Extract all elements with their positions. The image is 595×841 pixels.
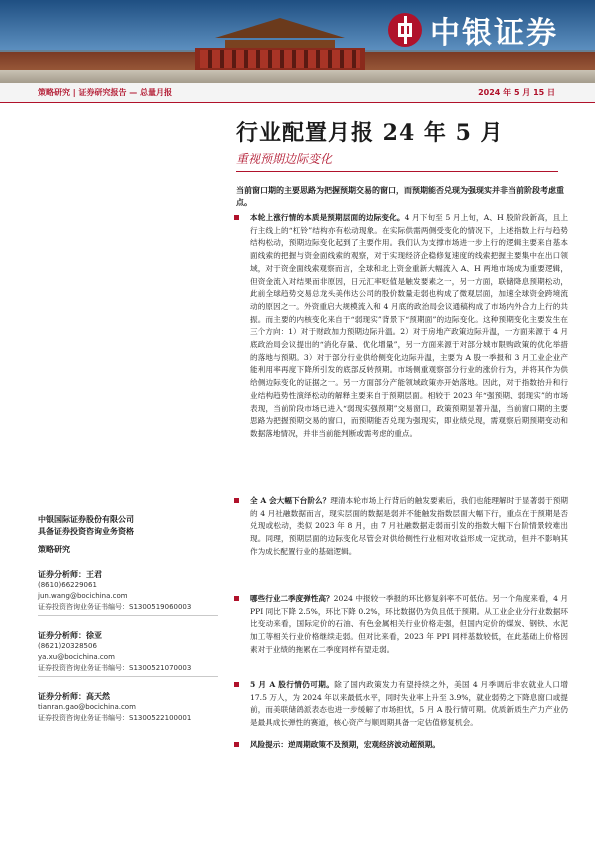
- bullet-paragraph: [232, 679, 568, 733]
- analyst-license: 证券投资咨询业务证书编号：S1300522100001: [38, 714, 192, 722]
- analyst-license: 证券投资咨询业务证书编号：S1300521070003: [38, 664, 192, 672]
- report-date: 2024 年 5 月 15 日: [478, 88, 555, 97]
- analyst-license: 证券投资咨询业务证书编号：S1300519060003: [38, 603, 192, 611]
- bullet-lead: 哪些行业二季度弹性高？: [250, 594, 334, 603]
- bullet-square-icon: [234, 215, 239, 220]
- bullet-lead: 5 月 A 股行情仍可期。: [250, 680, 335, 689]
- analyst-name: 证券分析师：高天然: [38, 692, 110, 701]
- analyst-card: [38, 630, 223, 677]
- brand-name: 中银证券: [430, 16, 558, 51]
- department: 策略研究: [38, 545, 70, 554]
- bullet-text: 4 月下旬至 5 月上旬，A、H 股阶段新高，且上行主线上的“杠铃”结构亦有松动现象。在实际供需两侧受变化的情况下，上述指数上行与趋势结构松动，预期边际变化起到了主要作用。我们认为支撑市场进一步上行的逻辑主要来自基本面线索的把握与资金面线索的观察，对于实现经济企稳修复速度的线索把握主要集中在出口领域，对于资金面线索观察而言，全球和北上资金重新大幅流入 A、H 两地市场成为重要逻辑，但资金流入对结果而非原因，日元汇率贬值是触发要素之一，另一方面，联储降息预期松动，此前全球趋势交易总龙头美伟达公司的股价数量走弱也构成了微观层面，加速全球资金跨境流动的原因之一。外资重启大规模流入和 4 月底的政治局会议通稿构成了市场内外合力上行的共振。而主要的内核变化来自于“弱现实”背景下“预期面”的边际变化。这种预期变化主要发生在三个方向：1）对于财政加力预期边际升温。2）对于房地产政策边际升温，一方面来源于 4 月底政治局会议提出的“消化存量、优化增量”，另一方面来源于对部分城市限购政策的优化举措的落地与预期。3）对于部分行业供给侧变化边际升温，主要为 A 股一季报和 3 月工业企业产能利用率再度下降所引发的底部反转预期。市场侧重观察部分行业的涨价行为，并将其作为供给侧边际变化的证据之一。另一方面部分产能领域政策亦开始落地。因此，对于指数抬升和行业结构趋势性演绎松动的解释主要来自于预期层面。相较于 2023 年“强预期、弱现实”的市场表现，当前阶段市场已进入“弱现实强预期”交易窗口，政策预期显著升温，当前窗口期的主要思路为把握预期交易的窗口，而预期能否兑现为强现实，即业绩兑现，需观察后期预期变动和数据落地情况，并非当前能判断或需考虑的重点。: [250, 213, 568, 438]
- bullet-paragraph: [232, 212, 568, 488]
- org-name: 中银国际证券股份有限公司 具备证券投资咨询业务资格: [38, 515, 134, 536]
- bullet-square-icon: [234, 742, 239, 747]
- analyst-name: 证券分析师：徐亚: [38, 631, 102, 640]
- bullet-paragraph: [232, 495, 568, 587]
- banner-wall-left: [0, 52, 195, 72]
- bullet-square-icon: [234, 682, 239, 687]
- banner-palace-roof: [215, 18, 345, 38]
- sidebar: [38, 514, 223, 724]
- report-body: [232, 212, 568, 752]
- analyst-card: [38, 569, 223, 616]
- bullet-lead: 风险提示：逆周期政策不及预期，宏观经济波动超预期。: [250, 740, 440, 749]
- summary-text: 当前窗口期的主要思路为把握预期交易的窗口，而预期能否兑现为强现实并非当前阶段考虑重点。: [236, 185, 564, 207]
- analyst-email[interactable]: jun.wang@bocichina.com: [38, 592, 128, 600]
- analyst-divider: [38, 615, 218, 616]
- report-info-bar: [0, 83, 595, 103]
- banner-ground: [0, 70, 595, 83]
- analyst-divider: [38, 676, 218, 677]
- page-title: 行业配置月报 24 年 5 月: [236, 120, 504, 146]
- analyst-name: 证券分析师：王君: [38, 570, 102, 579]
- bullet-text: 除了国内政策发力有望持续之外，美国 4 月季调后非农就业人口增 17.5 万人，为 2024 年以来最低水平，同时失业率上升至 3.9%，就业弱势之下降息窗口或提前，而美联储鸽派表态也进一步缓解了市场担忧，5 月 A 股行情可期。优质新质生产力产业仍是最具成长弹性的赛道，核心资产与顺周期具备一定估值修复机会。: [250, 680, 568, 728]
- bullet-square-icon: [234, 596, 239, 601]
- analyst-phone: (8621)20328506: [38, 642, 97, 650]
- boc-logo-icon: [388, 13, 422, 47]
- analyst-email[interactable]: tianran.gao@bocichina.com: [38, 703, 136, 711]
- bullet-text: 2024 中报较一季报的环比修复斜率不可低估。另一个角度来看，4 月 PPI 同比下降 2.5%，环比下降 0.2%，环比数据仍为负且低于预期。从工业企业分行业数据环比变动来看，国际定价的石油、有色金属相关行业价格走强，但国内定价的煤炭、钢铁、水泥加工等相关行业价格继续走弱。但对比来看，2023 年 PPI 同样基数较低，在此基础上价格因素对于业绩的拖累在二季度同样有望走弱。: [250, 594, 569, 654]
- banner-palace-columns: [200, 50, 360, 68]
- analyst-email[interactable]: ya.xu@bocichina.com: [38, 653, 115, 661]
- title-divider: [236, 171, 558, 172]
- bullet-square-icon: [234, 498, 239, 503]
- bullet-paragraph: [232, 593, 568, 673]
- bullet-lead: 本轮上涨行情的本质是预期层面的边际变化。: [250, 213, 405, 222]
- report-category: 策略研究 | 证券研究报告 — 总量月报: [38, 88, 173, 97]
- analyst-card: [38, 691, 223, 724]
- banner-palace-eave: [225, 40, 335, 48]
- bullet-lead: 全 A 会大幅下台阶么？: [250, 496, 331, 505]
- brand-logo: [388, 8, 558, 52]
- header-banner: [0, 0, 595, 83]
- analyst-phone: (8610)66229061: [38, 581, 97, 589]
- risk-warning: [232, 739, 568, 752]
- banner-wall-right: [365, 52, 595, 72]
- page-subtitle: 重视预期边际变化: [236, 152, 333, 166]
- bullet-text: 理清本轮市场上行背后的触发要素后，我们也能理解时于显著弱于预期的 4 月社融数据而言，现实层面的数据是弱并不能触发指数层面大幅下行，重点在于预期是否兑现或松动，类似 2023 年 8 月，由 7 月社融数据走弱而引发的指数大幅下台阶情景较难出现。同理，预期层面的边际变化尽管会对供给侧性行业相对收益形成一定扰动，但并不影响其作为成长配置行业的基础逻辑。: [250, 496, 568, 556]
